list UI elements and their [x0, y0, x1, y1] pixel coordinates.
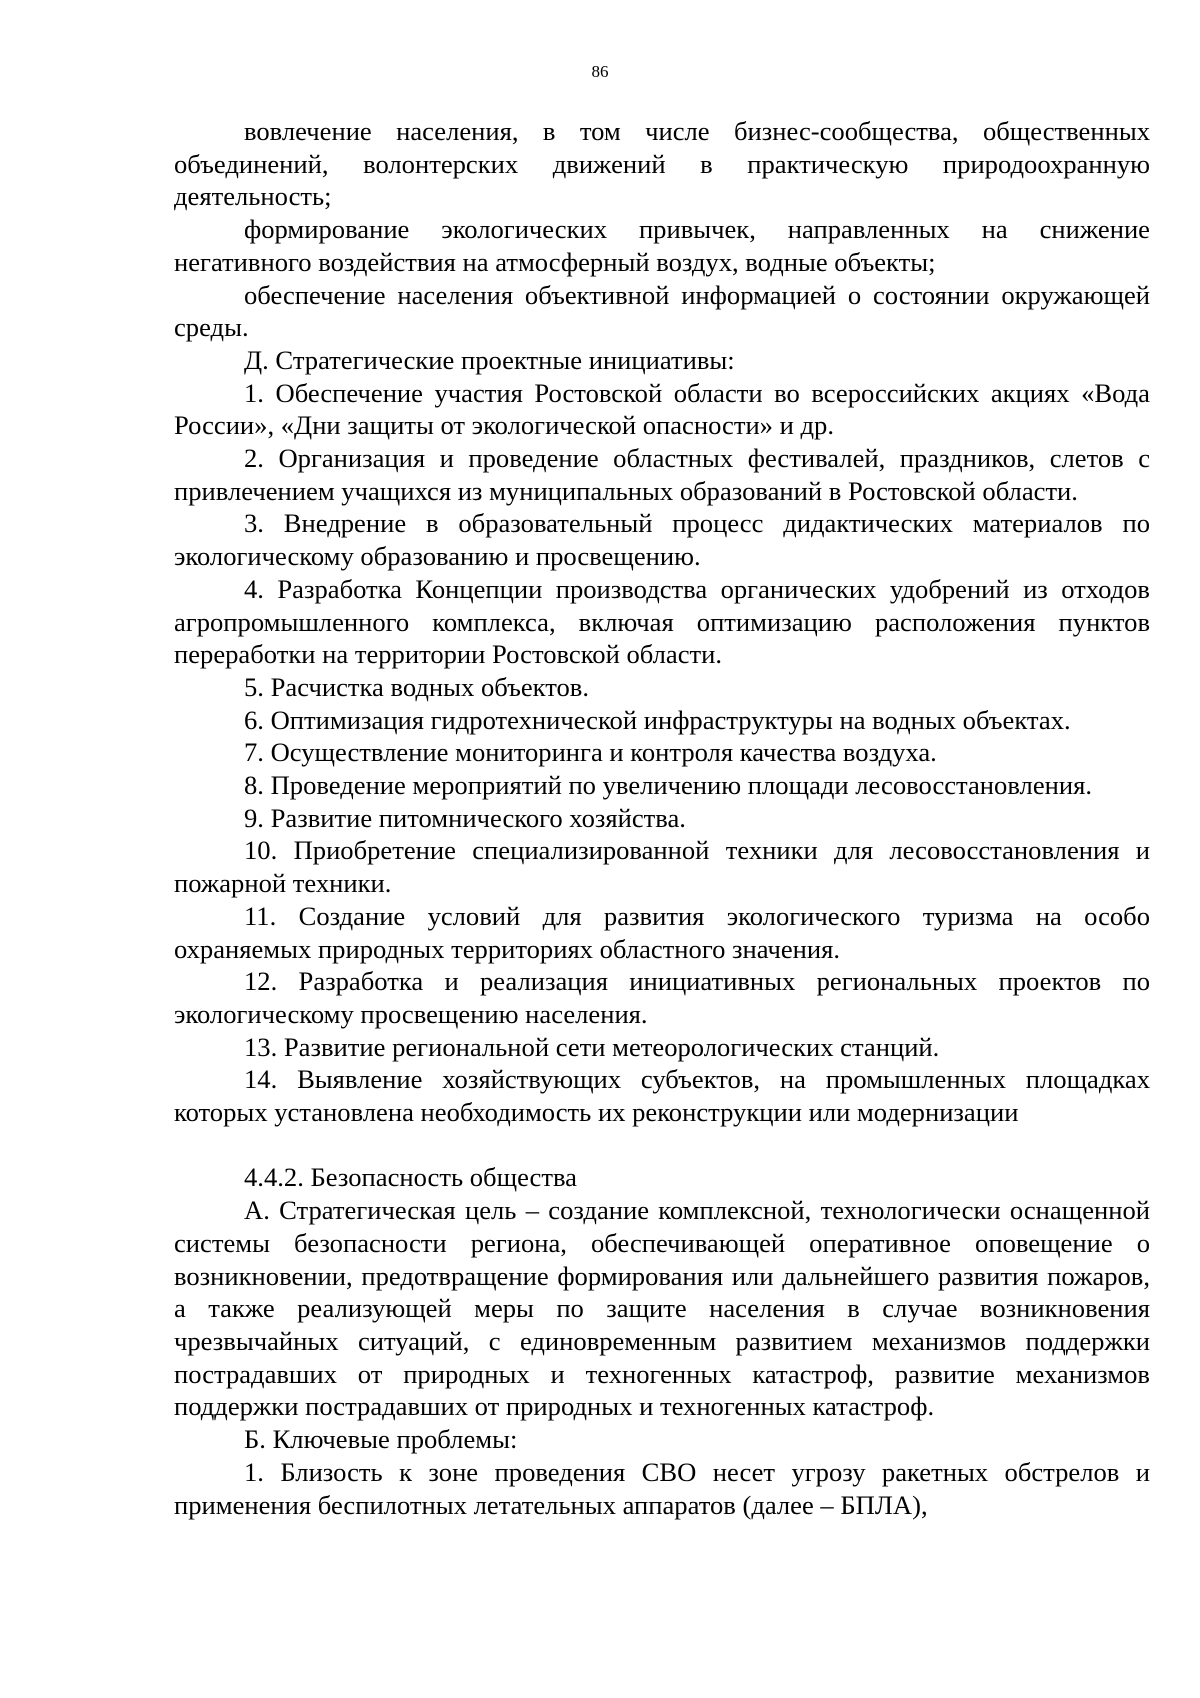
list-item-10: 10. Приобретение специализированной техники для лесовосстановления и пожарной техники.	[174, 835, 1150, 899]
paragraph-eco-habits: формирование экологических привычек, направленных на снижение негативного воздействия на атмосферный воздух, водные объекты;	[174, 214, 1150, 277]
problem-item-1: 1. Близость к зоне проведения СВО несет угрозу ракетных обстрелов и применения беспилотных летательных аппаратов (далее – БПЛА),	[174, 1456, 1150, 1520]
section-heading-society-safety: 4.4.2. Безопасность общества	[244, 1162, 577, 1193]
section-gap	[174, 1129, 1150, 1162]
heading-project-initiatives: Д. Стратегические проектные инициативы:	[244, 344, 735, 375]
list-item-5: 5. Расчистка водных объектов.	[244, 671, 590, 702]
list-item-7: 7. Осуществление мониторинга и контроля качества воздуха.	[244, 737, 937, 768]
list-item-8: 8. Проведение мероприятий по увеличению площади лесовосстановления.	[244, 770, 1092, 801]
list-item-14: 14. Выявление хозяйствующих субъектов, на промышленных площадках которых установлена необходимость их реконструкции или модернизации	[174, 1064, 1150, 1128]
paragraph-strategic-goal: А. Стратегическая цель – создание комплексной, технологически оснащенной системы безопасности региона, обеспечивающей оперативное оповещение о возникновении, предотвращение формирования или дальнейшего развития пожаров, а также реализующей меры по защите населения в случае возникновения чрезвычайных ситуаций, с единовременным развитием механизмов поддержки пострадавших от природных и техногенных катастроф, развитие механизмов поддержки пострадавших от природных и техногенных катастроф.	[174, 1195, 1150, 1422]
page-number: 86	[591, 62, 609, 81]
paragraph-engagement: вовлечение населения, в том числе бизнес-сообщества, общественных объединений, волонтерских движений в практическую природоохранную деятельность;	[174, 116, 1150, 212]
list-item-2: 2. Организация и проведение областных фестивалей, праздников, слетов с привлечением учащихся из муниципальных образований в Ростовской области.	[174, 443, 1150, 506]
list-item-6: 6. Оптимизация гидротехнической инфраструктуры на водных объектах.	[244, 704, 1071, 735]
list-item-12: 12. Разработка и реализация инициативных региональных проектов по экологическому просвещению населения.	[174, 966, 1150, 1029]
list-item-3: 3. Внедрение в образовательный процесс дидактических материалов по экологическому образованию и просвещению.	[174, 508, 1150, 572]
paragraph-information: обеспечение населения объективной информацией о состоянии окружающей среды.	[174, 279, 1150, 343]
list-item-13: 13. Развитие региональной сети метеорологических станций.	[244, 1031, 940, 1062]
list-item-9: 9. Развитие питомнического хозяйства.	[244, 802, 686, 833]
list-item-4: 4. Разработка Концепции производства органических удобрений из отходов агропромышленного комплекса, включая оптимизацию расположения пунктов переработки на территории Ростовской области.	[174, 573, 1150, 670]
list-item-11: 11. Создание условий для развития экологического туризма на особо охраняемых природных территориях областного значения.	[174, 900, 1150, 964]
document-body	[174, 115, 1150, 1521]
list-item-1: 1. Обеспечение участия Ростовской области во всероссийских акциях «Вода России», «Дни защиты от экологической опасности» и др.	[174, 377, 1150, 441]
heading-key-problems: Б. Ключевые проблемы:	[244, 1424, 518, 1455]
